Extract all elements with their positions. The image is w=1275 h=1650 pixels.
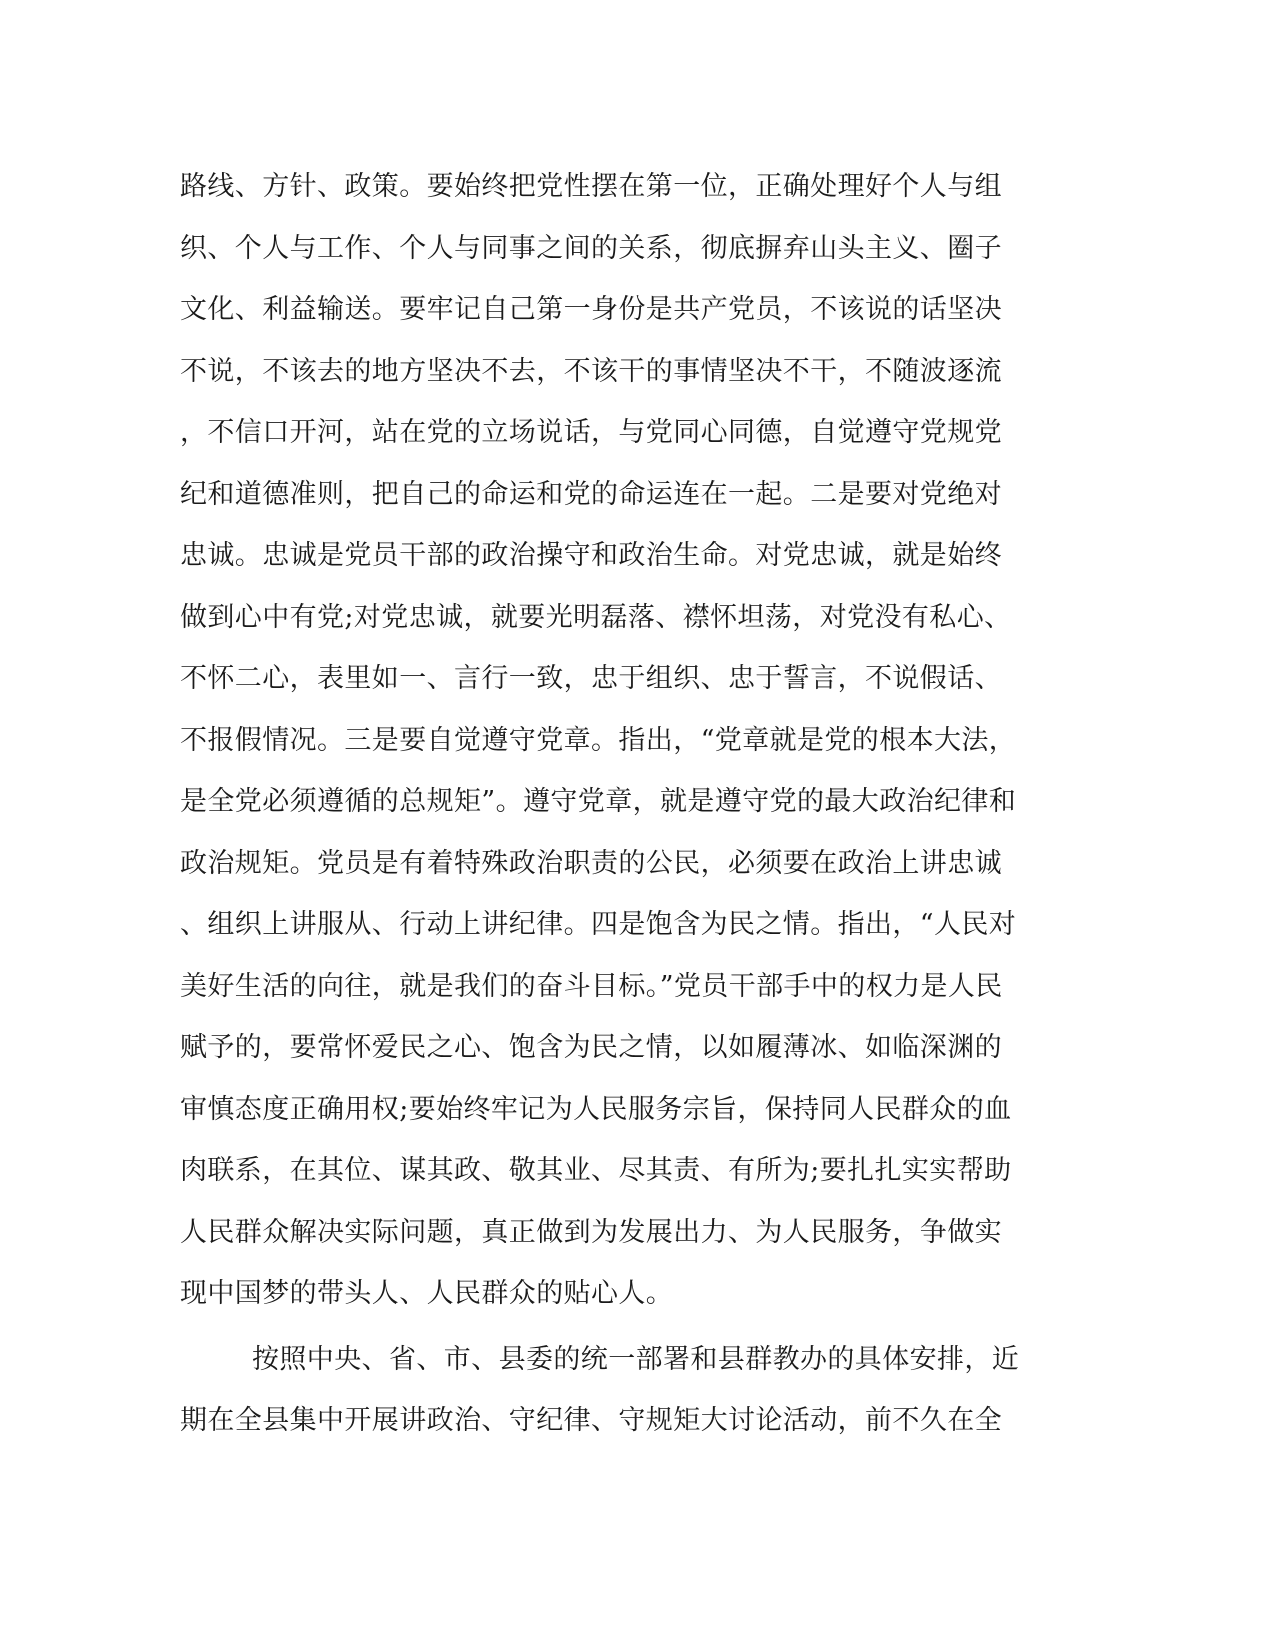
text-line: 不怀二心，表里如一、言行一致，忠于组织、忠于誓言，不说假话、 xyxy=(180,663,1002,694)
text-line: 肉联系，在其位、谋其政、敬其业、尽其责、有所为;要扎扎实实帮助 xyxy=(180,1155,1012,1186)
text-line: 织、个人与工作、个人与同事之间的关系，彻底摒弃山头主义、圈子 xyxy=(180,232,1002,264)
text-line: 是全党必须遵循的总规矩”。遵守党章，就是遵守党的最大政治纪律和 xyxy=(180,786,1017,817)
text-line: 文化、利益输送。要牢记自己第一身份是共产党员，不该说的话坚决 xyxy=(180,294,1002,325)
text-line: 人民群众解决实际问题，真正做到为发展出力、为人民服务，争做实 xyxy=(180,1216,1002,1248)
body-text xyxy=(180,156,1030,1452)
text-line: 赋予的，要常怀爱民之心、饱含为民之情，以如履薄冰、如临深渊的 xyxy=(180,1032,1002,1063)
paragraph-2 xyxy=(180,1329,1030,1452)
text-line: 现中国梦的带头人、人民群众的贴心人。 xyxy=(180,1278,674,1309)
text-line: 期在全县集中开展讲政治、守纪律、守规矩大讨论活动，前不久在全 xyxy=(180,1405,1002,1436)
text-line: 、组织上讲服从、行动上讲纪律。四是饱含为民之情。指出，“人民对 xyxy=(180,909,1017,940)
text-line: 按照中央、省、市、县委的统一部署和县群教办的具体安排，近 xyxy=(252,1343,1020,1375)
text-line: 美好生活的向往，就是我们的奋斗目标。”党员干部手中的权力是人民 xyxy=(180,970,1003,1002)
text-line: 不报假情况。三是要自觉遵守党章。指出，“党章就是党的根本大法， xyxy=(180,724,1017,756)
text-line: 纪和道德准则，把自己的命运和党的命运连在一起。二是要对党绝对 xyxy=(180,478,1002,510)
text-line: 做到心中有党;对党忠诚，就要光明磊落、襟怀坦荡，对党没有私心、 xyxy=(180,601,1012,633)
text-line: 忠诚。忠诚是党员干部的政治操守和政治生命。对党忠诚，就是始终 xyxy=(180,540,1002,571)
text-line: 审慎态度正确用权;要始终牢记为人民服务宗旨，保持同人民群众的血 xyxy=(180,1093,1012,1125)
paragraph-1 xyxy=(180,156,1030,1325)
text-line: 路线、方针、政策。要始终把党性摆在第一位，正确处理好个人与组 xyxy=(180,171,1002,202)
text-line: 政治规矩。党员是有着特殊政治职责的公民，必须要在政治上讲忠诚 xyxy=(180,847,1002,879)
text-line: 不说，不该去的地方坚决不去，不该干的事情坚决不干，不随波逐流 xyxy=(180,355,1002,387)
text-line: ，不信口开河，站在党的立场说话，与党同心同德，自觉遵守党规党 xyxy=(180,417,1002,448)
